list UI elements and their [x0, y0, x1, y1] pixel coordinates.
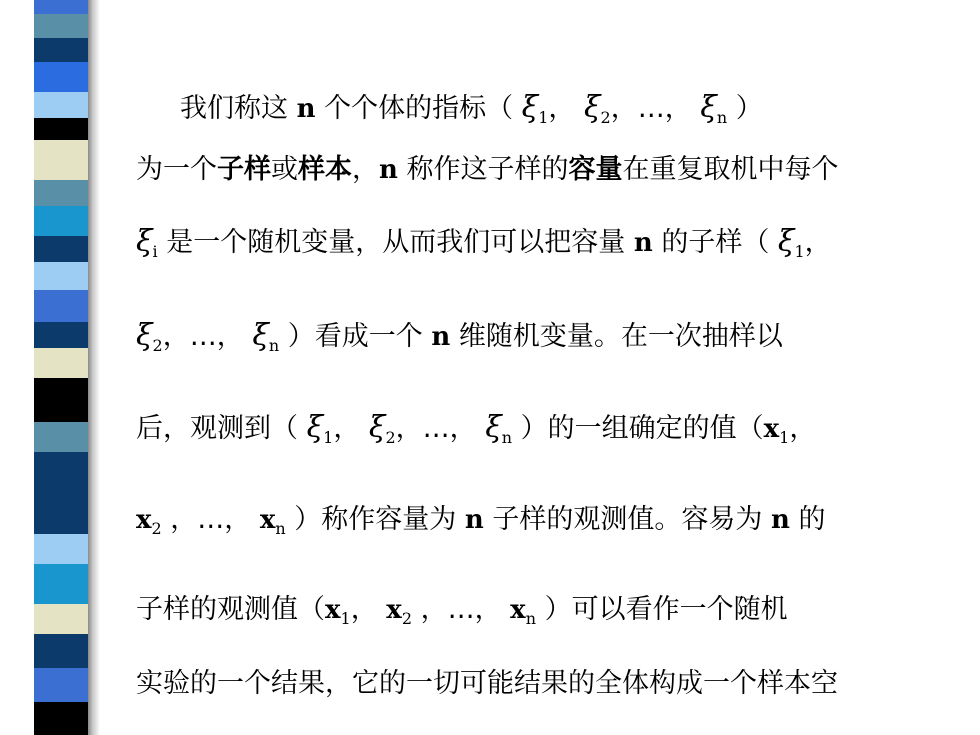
text-line-6: $x_2$ ，…， $x_n$ ）称作容量为 n 子样的观测值。容易为 n 的: [136, 504, 826, 538]
text-line-2: 为一个子样或样本，n 称作这子样的容量在重复取机中每个: [136, 154, 839, 185]
text-line-3: $\xi_i$ 是一个随机变量，从而我们可以把容量 n 的子样（ $\xi_1$，: [136, 224, 832, 261]
text-line-5: 后，观测到（ $\xi_1$， $\xi_2$，…， $\xi_n$ ）的一组确定的值（$x_1$，: [136, 410, 817, 447]
slide-left-margin: [0, 0, 34, 735]
text-line-4: $\xi_2$，…， $\xi_n$ ）看成一个 n 维随机变量。在一次抽样以: [136, 318, 783, 355]
text-line-8: 实验的一个结果，它的一切可能结果的全体构成一个样本空: [136, 668, 838, 699]
text-line-1: 我们称这 n 个个体的指标（ $\xi_1$， $\xi_2$，…， $\xi_n$ ）: [180, 90, 763, 127]
text-line-7: 子样的观测值（$x_1$， $x_2$ ，…， $x_n$ ）可以看作一个随机: [136, 594, 788, 628]
stripe-shadow: [88, 0, 100, 735]
